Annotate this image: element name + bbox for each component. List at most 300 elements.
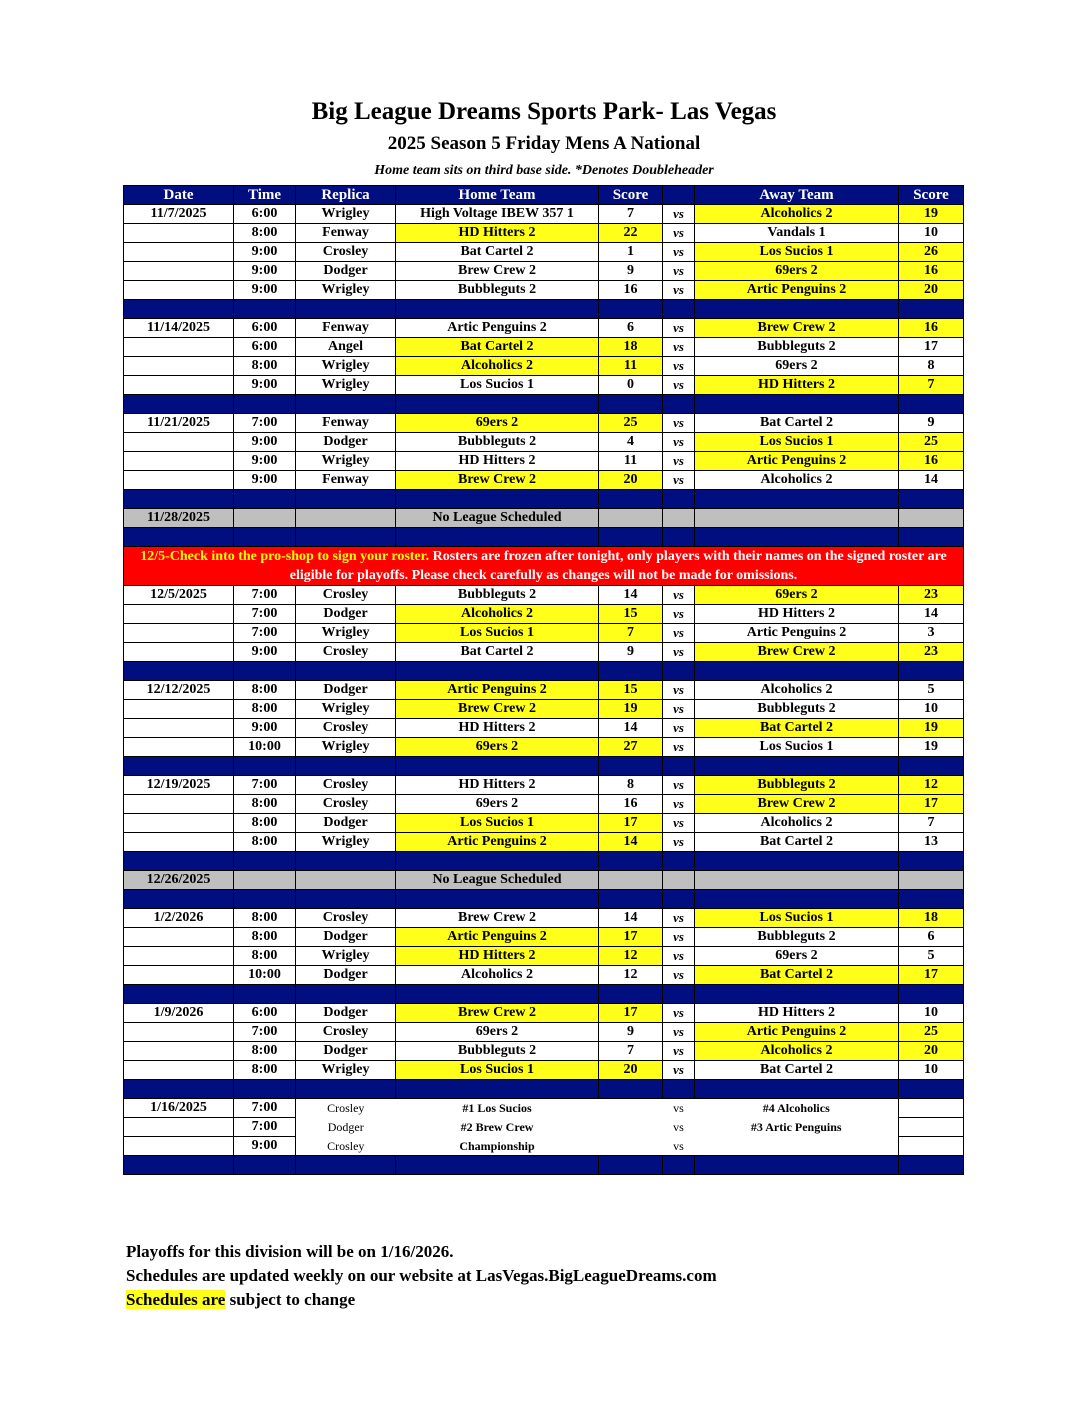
separator-cell — [599, 528, 663, 547]
away-team-cell: 69ers 2 — [695, 262, 899, 281]
home-team-cell: Los Sucios 1 — [396, 1061, 599, 1080]
home-team-cell: Alcoholics 2 — [396, 966, 599, 985]
replica-cell: Dodger — [327, 1120, 364, 1134]
away-score-cell: 18 — [899, 909, 964, 928]
date-cell — [124, 281, 234, 300]
vs-cell: vs — [663, 966, 695, 985]
game-row — [124, 719, 964, 738]
away-score-cell: 16 — [899, 319, 964, 338]
separator-cell — [899, 662, 964, 681]
date-cell — [124, 433, 234, 452]
vs-cell: vs — [663, 586, 695, 605]
separator-cell — [695, 662, 899, 681]
home-team-cell: 69ers 2 — [396, 414, 599, 433]
replica-cell: Wrigley — [296, 947, 396, 966]
home-score-cell: 15 — [599, 605, 663, 624]
separator-cell — [899, 490, 964, 509]
replica-cell: Crosley — [296, 586, 396, 605]
replica-cell — [296, 871, 396, 890]
away-team-cell: Alcoholics 2 — [695, 471, 899, 490]
vs-cell: vs — [663, 719, 695, 738]
home-score-cell: 14 — [599, 909, 663, 928]
separator-cell — [899, 852, 964, 871]
replica-cell: Wrigley — [296, 452, 396, 471]
separator-cell — [296, 890, 396, 909]
away-team-cell: HD Hitters 2 — [695, 1004, 899, 1023]
home-score-cell: 6 — [599, 319, 663, 338]
time-cell: 9:00 — [234, 452, 296, 471]
home-score-cell: 27 — [599, 738, 663, 757]
home-score-cell: 14 — [599, 719, 663, 738]
vs-cell: vs — [663, 452, 695, 471]
date-cell — [124, 719, 234, 738]
away-score-cell: 7 — [899, 814, 964, 833]
separator-cell — [599, 757, 663, 776]
game-row — [124, 1023, 964, 1042]
away-score-cell — [899, 1118, 964, 1137]
home-team-cell: HD Hitters 2 — [396, 776, 599, 795]
away-score-cell: 10 — [899, 1061, 964, 1080]
home-team-cell: Alcoholics 2 — [396, 357, 599, 376]
separator-cell — [124, 757, 234, 776]
home-team-cell: Championship — [459, 1138, 535, 1153]
footer-website: Schedules are updated weekly on our website at LasVegas.BigLeagueDreams.com — [126, 1266, 717, 1285]
home-score-cell: 20 — [599, 471, 663, 490]
time-cell: 9:00 — [234, 243, 296, 262]
vs-cell: vs — [663, 1023, 695, 1042]
home-score-cell: 18 — [599, 338, 663, 357]
separator-cell — [396, 395, 599, 414]
home-score-cell: 4 — [599, 433, 663, 452]
replica-cell: Crosley — [296, 909, 396, 928]
away-team-cell: Alcoholics 2 — [695, 681, 899, 700]
separator-row — [124, 490, 964, 509]
separator-cell — [599, 300, 663, 319]
home-score-cell: 9 — [599, 262, 663, 281]
time-cell: 10:00 — [234, 738, 296, 757]
home-team-cell: Brew Crew 2 — [396, 262, 599, 281]
separator-cell — [663, 395, 695, 414]
vs-cell: vs — [663, 319, 695, 338]
separator-cell — [296, 528, 396, 547]
game-row — [124, 624, 964, 643]
time-cell: 7:00 — [234, 1099, 296, 1118]
vs-cell: vs — [663, 433, 695, 452]
time-cell: 6:00 — [234, 319, 296, 338]
separator-cell — [695, 300, 899, 319]
separator-row — [124, 395, 964, 414]
away-team-cell: Alcoholics 2 — [695, 205, 899, 224]
away-team-cell: Los Sucios 1 — [695, 433, 899, 452]
away-team-cell: Alcoholics 2 — [695, 1042, 899, 1061]
date-cell — [124, 795, 234, 814]
separator-cell — [663, 662, 695, 681]
separator-cell — [663, 890, 695, 909]
game-row — [124, 776, 964, 795]
separator-cell — [124, 1080, 234, 1099]
replica-cell: Dodger — [296, 1042, 396, 1061]
away-team-cell — [695, 871, 899, 890]
playoff-row — [124, 1118, 964, 1137]
separator-row — [124, 757, 964, 776]
home-team-cell: HD Hitters 2 — [396, 719, 599, 738]
replica-cell: Dodger — [296, 681, 396, 700]
time-cell: 7:00 — [234, 776, 296, 795]
away-score-cell: 23 — [899, 643, 964, 662]
replica-cell: Angel — [296, 338, 396, 357]
separator-cell — [296, 852, 396, 871]
home-team-cell: Brew Crew 2 — [396, 1004, 599, 1023]
playoff-row — [124, 1137, 964, 1156]
away-team-cell: Bat Cartel 2 — [695, 966, 899, 985]
replica-cell: Crosley — [296, 776, 396, 795]
away-team-cell: Alcoholics 2 — [695, 814, 899, 833]
no-league-row — [124, 871, 964, 890]
date-cell — [124, 1061, 234, 1080]
away-team-cell: Los Sucios 1 — [695, 909, 899, 928]
home-score-cell: 1 — [599, 243, 663, 262]
date-cell — [124, 738, 234, 757]
away-score-cell: 10 — [899, 1004, 964, 1023]
separator-cell — [396, 490, 599, 509]
vs-cell: vs — [663, 224, 695, 243]
away-team-cell: Artic Penguins 2 — [695, 624, 899, 643]
vs-cell: vs — [663, 605, 695, 624]
separator-cell — [899, 300, 964, 319]
col-date-header: Date — [124, 186, 234, 205]
replica-cell: Dodger — [296, 928, 396, 947]
separator-row — [124, 662, 964, 681]
home-team-cell: Alcoholics 2 — [396, 605, 599, 624]
separator-cell — [663, 1080, 695, 1099]
time-cell — [234, 509, 296, 528]
away-team-cell: 69ers 2 — [695, 357, 899, 376]
separator-cell — [396, 985, 599, 1004]
schedule-table — [123, 185, 964, 1175]
date-cell — [124, 338, 234, 357]
home-team-cell: #2 Brew Crew — [460, 1120, 534, 1134]
game-row — [124, 1042, 964, 1061]
away-score-cell — [899, 871, 964, 890]
time-cell: 8:00 — [234, 700, 296, 719]
vs-cell: vs — [663, 624, 695, 643]
away-team-cell: HD Hitters 2 — [695, 605, 899, 624]
separator-row — [124, 852, 964, 871]
replica-cell: Crosley — [327, 1101, 365, 1116]
time-cell: 9:00 — [234, 262, 296, 281]
time-cell: 9:00 — [234, 471, 296, 490]
game-row — [124, 928, 964, 947]
date-cell — [124, 643, 234, 662]
game-row — [124, 909, 964, 928]
separator-cell — [124, 490, 234, 509]
separator-cell — [599, 1080, 663, 1099]
separator-cell — [124, 890, 234, 909]
home-score-cell: 19 — [599, 700, 663, 719]
home-team-cell: Bubbleguts 2 — [396, 281, 599, 300]
time-cell: 9:00 — [234, 1137, 296, 1156]
date-cell — [124, 1137, 234, 1156]
separator-cell — [396, 662, 599, 681]
vs-cell: vs — [673, 1101, 684, 1116]
game-row — [124, 471, 964, 490]
time-cell: 6:00 — [234, 1004, 296, 1023]
home-team-cell: 69ers 2 — [396, 738, 599, 757]
separator-cell — [663, 1156, 695, 1175]
away-score-cell: 3 — [899, 624, 964, 643]
away-score-cell: 16 — [899, 452, 964, 471]
separator-cell — [234, 852, 296, 871]
replica-cell: Fenway — [296, 414, 396, 433]
away-team-cell: Bubbleguts 2 — [695, 776, 899, 795]
replica-cell: Dodger — [296, 605, 396, 624]
time-cell: 8:00 — [234, 833, 296, 852]
game-row — [124, 243, 964, 262]
away-team-cell: 69ers 2 — [695, 586, 899, 605]
date-cell — [124, 243, 234, 262]
page-note: Home team sits on third base side. *Denotes Doubleheader — [374, 163, 714, 178]
separator-cell — [296, 757, 396, 776]
away-team-cell: Bat Cartel 2 — [695, 414, 899, 433]
separator-cell — [296, 490, 396, 509]
separator-row — [124, 985, 964, 1004]
col-time-header: Time — [234, 186, 296, 205]
vs-cell: vs — [673, 1120, 684, 1134]
time-cell: 10:00 — [234, 966, 296, 985]
replica-cell: Wrigley — [296, 1061, 396, 1080]
away-score-cell: 23 — [899, 586, 964, 605]
away-team-cell: Artic Penguins 2 — [695, 281, 899, 300]
game-row — [124, 833, 964, 852]
home-team-cell: Brew Crew 2 — [396, 471, 599, 490]
separator-row — [124, 890, 964, 909]
away-score-cell: 19 — [899, 205, 964, 224]
home-score-cell: 7 — [599, 205, 663, 224]
home-score-cell: 20 — [599, 1061, 663, 1080]
time-cell: 9:00 — [234, 643, 296, 662]
game-row — [124, 205, 964, 224]
replica-cell: Crosley — [296, 643, 396, 662]
game-row — [124, 643, 964, 662]
date-cell — [124, 357, 234, 376]
away-score-cell: 25 — [899, 1023, 964, 1042]
away-score-cell: 5 — [899, 947, 964, 966]
away-team-cell: Bat Cartel 2 — [695, 719, 899, 738]
separator-cell — [899, 1080, 964, 1099]
home-team-cell: Los Sucios 1 — [396, 624, 599, 643]
home-team-cell: HD Hitters 2 — [396, 452, 599, 471]
separator-cell — [695, 890, 899, 909]
home-score-cell — [599, 509, 663, 528]
away-score-cell: 14 — [899, 471, 964, 490]
playoff-row — [124, 1099, 964, 1118]
away-score-cell: 12 — [899, 776, 964, 795]
vs-cell: vs — [663, 814, 695, 833]
home-score-cell: 16 — [599, 795, 663, 814]
header-row — [124, 186, 964, 205]
separator-cell — [599, 1156, 663, 1175]
date-cell — [124, 452, 234, 471]
separator-cell — [663, 985, 695, 1004]
separator-cell — [695, 490, 899, 509]
vs-cell: vs — [663, 376, 695, 395]
away-team-cell: Los Sucios 1 — [695, 243, 899, 262]
notice-prefix: 12/5- — [140, 549, 170, 564]
home-score-cell: 17 — [599, 814, 663, 833]
separator-cell — [899, 890, 964, 909]
notice-text: Rosters are frozen after tonight, only players with their names on the signed roster are eligible for playoffs. Please check carefully as changes will not be made for omissions. — [289, 549, 947, 583]
game-row — [124, 338, 964, 357]
home-team-cell: Artic Penguins 2 — [396, 319, 599, 338]
replica-cell: Dodger — [296, 262, 396, 281]
game-row — [124, 224, 964, 243]
separator-cell — [296, 1080, 396, 1099]
away-score-cell — [899, 1099, 964, 1118]
away-team-cell: Brew Crew 2 — [695, 319, 899, 338]
separator-cell — [599, 662, 663, 681]
time-cell: 6:00 — [234, 205, 296, 224]
game-row — [124, 1004, 964, 1023]
away-team-cell: Brew Crew 2 — [695, 643, 899, 662]
replica-cell: Wrigley — [296, 624, 396, 643]
home-team-cell: Bubbleguts 2 — [396, 433, 599, 452]
time-cell: 8:00 — [234, 1042, 296, 1061]
away-team-cell: Bubbleguts 2 — [695, 700, 899, 719]
replica-cell: Dodger — [296, 1004, 396, 1023]
home-team-cell: Artic Penguins 2 — [396, 928, 599, 947]
game-row — [124, 966, 964, 985]
separator-cell — [899, 757, 964, 776]
separator-cell — [296, 395, 396, 414]
vs-cell: vs — [663, 947, 695, 966]
away-team-cell: 69ers 2 — [695, 947, 899, 966]
separator-cell — [396, 852, 599, 871]
separator-cell — [234, 757, 296, 776]
replica-cell: Wrigley — [296, 738, 396, 757]
footer-rest: subject to change — [225, 1290, 356, 1309]
replica-cell: Fenway — [296, 319, 396, 338]
separator-cell — [899, 985, 964, 1004]
time-cell: 7:00 — [234, 624, 296, 643]
home-team-cell: HD Hitters 2 — [396, 947, 599, 966]
separator-cell — [124, 852, 234, 871]
home-score-cell: 11 — [599, 452, 663, 471]
separator-row — [124, 300, 964, 319]
separator-row — [124, 528, 964, 547]
date-cell: 1/16/2025 — [124, 1099, 234, 1118]
away-score-cell: 20 — [899, 1042, 964, 1061]
home-score-cell: 15 — [599, 681, 663, 700]
replica-cell: Dodger — [296, 814, 396, 833]
game-row — [124, 586, 964, 605]
vs-cell: vs — [663, 928, 695, 947]
separator-cell — [663, 852, 695, 871]
separator-cell — [663, 300, 695, 319]
away-score-cell — [899, 1137, 964, 1156]
footer-highlight: Schedules are — [126, 1290, 226, 1309]
vs-cell: vs — [673, 1138, 684, 1153]
separator-cell — [124, 528, 234, 547]
separator-cell — [234, 1156, 296, 1175]
col-home-score-header: Score — [599, 186, 663, 205]
date-cell — [124, 1023, 234, 1042]
col-vs-header — [663, 186, 695, 205]
vs-cell: vs — [663, 1042, 695, 1061]
vs-cell — [663, 509, 695, 528]
away-score-cell: 10 — [899, 224, 964, 243]
time-cell: 7:00 — [234, 1023, 296, 1042]
date-cell — [124, 814, 234, 833]
notice-highlight: Check into the pro-shop to sign your roster. — [169, 549, 430, 564]
date-cell — [124, 471, 234, 490]
date-cell — [124, 262, 234, 281]
home-team-cell: Brew Crew 2 — [396, 700, 599, 719]
no-league-label: No League Scheduled — [396, 509, 599, 528]
away-score-cell: 5 — [899, 681, 964, 700]
home-score-cell: 17 — [599, 928, 663, 947]
vs-cell: vs — [663, 909, 695, 928]
vs-cell: vs — [663, 738, 695, 757]
home-score-cell: 0 — [599, 376, 663, 395]
away-score-cell: 10 — [899, 700, 964, 719]
away-team-cell: #4 Alcoholics — [762, 1101, 830, 1116]
time-cell: 8:00 — [234, 909, 296, 928]
separator-cell — [899, 395, 964, 414]
replica-cell: Fenway — [296, 224, 396, 243]
home-team-cell: Artic Penguins 2 — [396, 681, 599, 700]
separator-cell — [234, 300, 296, 319]
date-cell — [124, 833, 234, 852]
away-score-cell: 19 — [899, 738, 964, 757]
away-score-cell: 16 — [899, 262, 964, 281]
time-cell: 8:00 — [234, 814, 296, 833]
separator-row — [124, 1080, 964, 1099]
away-team-cell: Vandals 1 — [695, 224, 899, 243]
date-cell — [124, 966, 234, 985]
home-score-cell — [599, 1118, 663, 1137]
separator-cell — [695, 395, 899, 414]
date-cell — [124, 700, 234, 719]
game-row — [124, 681, 964, 700]
separator-cell — [599, 395, 663, 414]
game-row — [124, 452, 964, 471]
date-cell: 12/26/2025 — [124, 871, 234, 890]
game-row — [124, 814, 964, 833]
vs-cell: vs — [663, 205, 695, 224]
game-row — [124, 738, 964, 757]
separator-cell — [296, 300, 396, 319]
separator-cell — [124, 395, 234, 414]
time-cell: 9:00 — [234, 433, 296, 452]
roster-notice-row — [124, 547, 964, 586]
away-score-cell: 17 — [899, 966, 964, 985]
away-team-cell — [695, 1137, 899, 1156]
home-score-cell — [599, 1099, 663, 1118]
replica-cell: Wrigley — [296, 833, 396, 852]
away-score-cell: 13 — [899, 833, 964, 852]
roster-notice — [124, 547, 964, 586]
vs-cell: vs — [663, 643, 695, 662]
game-row — [124, 605, 964, 624]
away-score-cell — [899, 509, 964, 528]
col-away-score-header: Score — [899, 186, 964, 205]
home-score-cell: 22 — [599, 224, 663, 243]
separator-row — [124, 1156, 964, 1175]
date-cell — [124, 624, 234, 643]
away-score-cell: 17 — [899, 795, 964, 814]
separator-cell — [695, 985, 899, 1004]
home-score-cell: 8 — [599, 776, 663, 795]
